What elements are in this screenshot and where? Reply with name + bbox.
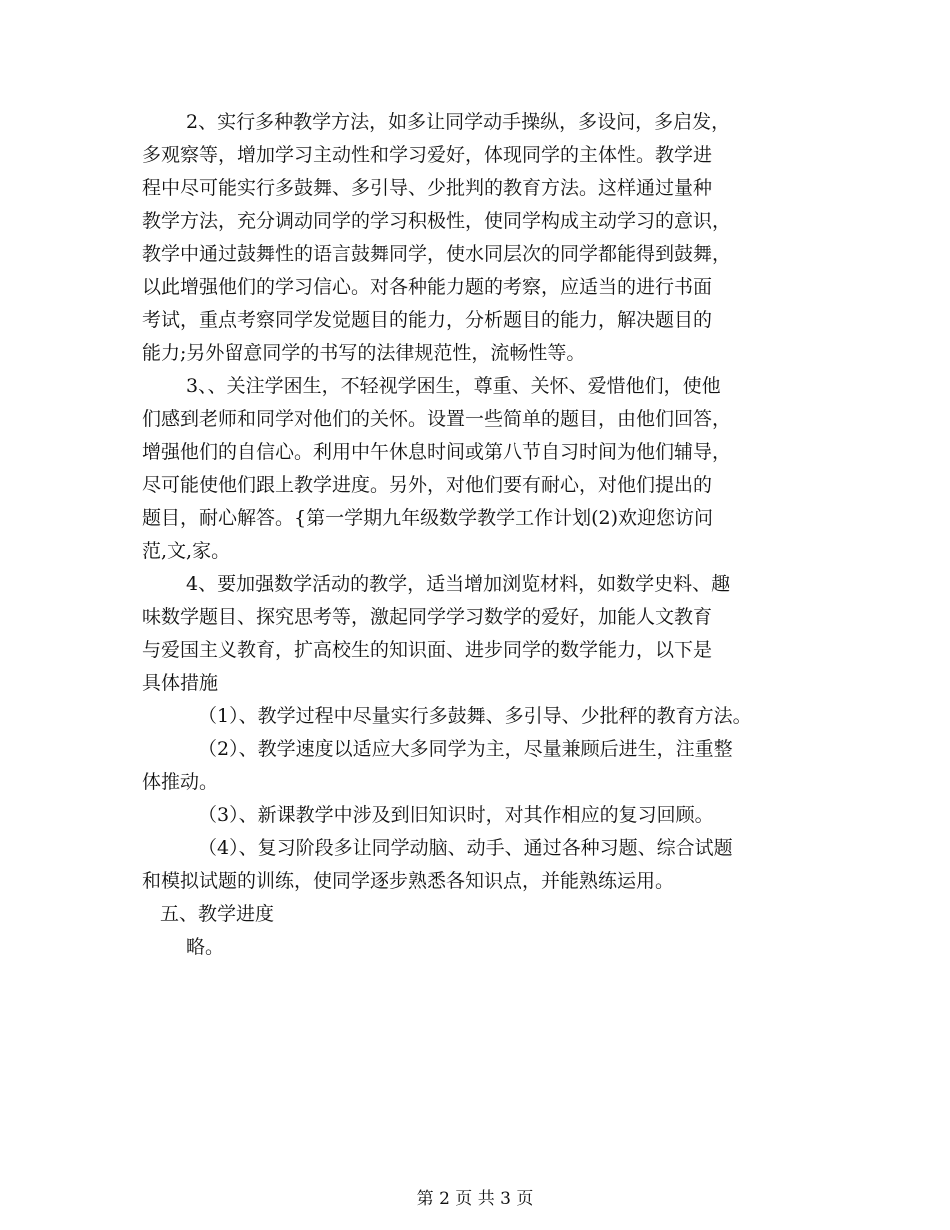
text-line: 以此增强他们的学习信心。对各种能力题的考察，应适当的进行书面 [142,276,713,298]
text-line: 与爱国主义教育，扩高校生的知识面、进步同学的数学能力，以下是 [142,639,713,661]
text-line: 五、教学进度 [160,903,275,925]
text-line: 们感到老师和同学对他们的关怀。设置一些简单的题目，由他们回答， [142,408,732,430]
text-line: 能力;另外留意同学的书写的法律规范性，流畅性等。 [142,342,586,364]
paragraph [142,733,832,799]
document-body [142,106,832,964]
text-line: 题目，耐心解答。{第一学期九年级数学教学工作计划(2)欢迎您访问 [142,507,714,529]
paragraph [142,799,832,832]
text-line: 2、实行多种教学方法，如多让同学动手操纵，多设问，多启发， [186,111,731,133]
text-line: 范,文,家。 [142,540,231,562]
text-line: 考试，重点考察同学发觉题目的能力，分析题目的能力，解决题目的 [142,309,713,331]
paragraph [142,370,832,568]
text-line: （3）、新课教学中涉及到旧知识时，对其作相应的复习回顾。 [198,804,714,826]
text-line: 体推动。 [142,771,219,793]
text-line: 多观察等，增加学习主动性和学习爱好，体现同学的主体性。教学进 [142,144,713,166]
paragraph [142,931,832,964]
paragraph [142,106,832,370]
text-line: 教学方法，充分调动同学的学习积极性，使同学构成主动学习的意识， [142,210,732,232]
text-line: 略。 [186,936,225,958]
text-line: 4、要加强数学活动的教学，适当增加浏览材料，如数学史料、趣 [186,573,731,595]
paragraph [142,832,832,898]
paragraph [142,568,832,700]
text-line: （2）、教学速度以适应大多同学为主，尽量兼顾后进生，注重整 [198,738,733,760]
page-footer: 第 2 页 共 3 页 [416,1189,534,1209]
text-line: 教学中通过鼓舞性的语言鼓舞同学，使水同层次的同学都能得到鼓舞， [142,243,732,265]
text-line: 尽可能使他们跟上教学进度。另外，对他们要有耐心，对他们提出的 [142,474,713,496]
text-line: 和模拟试题的训练，使同学逐步熟悉各知识点，并能熟练运用。 [142,870,675,892]
paragraph [142,898,832,931]
text-line: 增强他们的自信心。利用中午休息时间或第八节自习时间为他们辅导， [142,441,732,463]
text-line: 程中尽可能实行多鼓舞、多引导、少批判的教育方法。这样通过量种 [142,177,713,199]
text-line: 味数学题目、探究思考等，激起同学学习数学的爱好，加能人文教育 [142,606,713,628]
text-line: （4）、复习阶段多让同学动脑、动手、通过各种习题、综合试题 [198,837,733,859]
text-line: 具体措施 [142,672,219,694]
paragraph [142,700,832,733]
text-line: （1）、教学过程中尽量实行多鼓舞、多引导、少批秤的教育方法。 [198,705,752,727]
text-line: 3、、关注学困生，不轻视学困生，尊重、关怀、爱惜他们，使他 [186,375,721,397]
